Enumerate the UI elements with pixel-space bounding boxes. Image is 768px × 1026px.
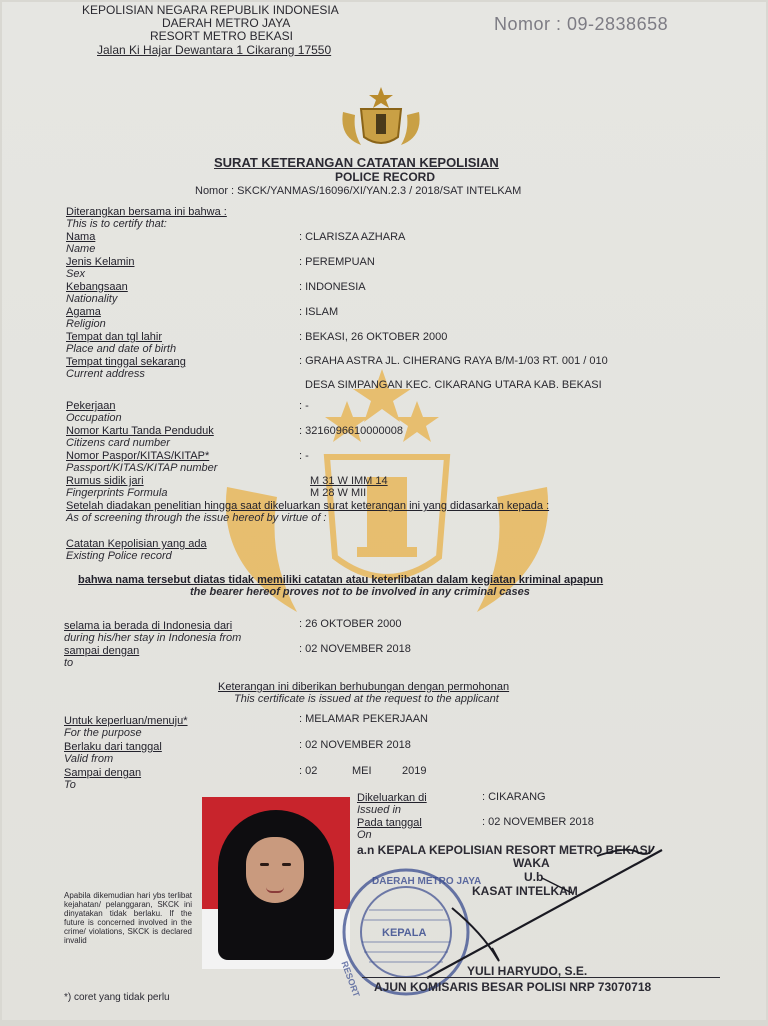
value-valid-to-day: : 02 bbox=[299, 765, 318, 777]
intro-en: This is to certify that: bbox=[66, 218, 167, 230]
value-sex: : PEREMPUAN bbox=[299, 256, 375, 268]
signatory-rank: AJUN KOMISARIS BESAR POLISI NRP 73070718 bbox=[374, 980, 652, 994]
label-id-card-en: Citizens card number bbox=[66, 437, 170, 449]
label-religion-en: Religion bbox=[66, 318, 106, 330]
label-valid-to: Sampai dengan bbox=[64, 767, 142, 779]
stay-to-id: sampai dengan bbox=[64, 645, 140, 657]
statement-en: the bearer hereof proves not to be involved in any criminal cases bbox=[190, 586, 530, 598]
value-birth: : BEKASI, 26 OKTOBER 2000 bbox=[299, 331, 448, 343]
label-issued-on-en: On bbox=[357, 829, 372, 841]
label-issued-in: Dikeluarkan di bbox=[357, 792, 427, 804]
stamp-text-top: DAERAH METRO JAYA bbox=[372, 876, 482, 887]
value-valid-from: : 02 NOVEMBER 2018 bbox=[299, 739, 411, 751]
document-subtitle: POLICE RECORD bbox=[335, 170, 436, 184]
label-nationality-en: Nationality bbox=[66, 293, 118, 305]
label-name: Nama bbox=[66, 231, 96, 243]
label-birth-en: Place and date of birth bbox=[66, 343, 177, 355]
signatory-line1: a.n KEPALA KEPOLISIAN RESORT METRO BEKASI bbox=[357, 843, 652, 857]
stay-to-value: : 02 NOVEMBER 2018 bbox=[299, 643, 411, 655]
header-region: DAERAH METRO JAYA bbox=[162, 16, 291, 30]
existing-record-id: Catatan Kepolisian yang ada bbox=[66, 538, 207, 550]
header-institution: KEPOLISIAN NEGARA REPUBLIK INDONESIA bbox=[82, 3, 339, 17]
label-name-en: Name bbox=[66, 243, 96, 255]
label-fingerprint: Rumus sidik jari bbox=[66, 475, 144, 487]
stay-from-value: : 26 OKTOBER 2000 bbox=[299, 618, 402, 630]
value-valid-to-month: MEI bbox=[352, 765, 372, 777]
value-occupation: : - bbox=[299, 400, 309, 412]
label-valid-from: Berlaku dari tanggal bbox=[64, 741, 162, 753]
label-valid-from-en: Valid from bbox=[64, 753, 114, 765]
value-address-line1: : GRAHA ASTRA JL. CIHERANG RAYA B/M-1/03 RT. 001 / 010 bbox=[299, 355, 608, 367]
label-passport-en: Passport/KITAS/KITAP number bbox=[66, 462, 218, 474]
stay-from-id: selama ia berada di Indonesia dari bbox=[64, 620, 233, 632]
value-name: : CLARISZA AZHARA bbox=[299, 231, 406, 243]
stay-to-en: to bbox=[64, 657, 74, 669]
label-birth: Tempat dan tgl lahir bbox=[66, 331, 162, 343]
label-occupation-en: Occupation bbox=[66, 412, 122, 424]
police-record-document bbox=[2, 2, 766, 1020]
label-sex-en: Sex bbox=[66, 268, 85, 280]
label-address: Tempat tinggal sekarang bbox=[66, 356, 186, 368]
validity-notice: Apabila dikemudian hari ybs terlibat kejahatan/ pelanggaran, SKCK ini dinyatakan tidak berlaku. If the future is concerned involved in the crime/ violations, SKCK is declared invalid bbox=[64, 891, 192, 945]
value-religion: : ISLAM bbox=[299, 306, 339, 318]
document-title: SURAT KETERANGAN CATATAN KEPOLISIAN bbox=[214, 155, 499, 170]
value-fingerprint-line1: M 31 W IMM 14 bbox=[310, 475, 388, 487]
existing-record-en: Existing Police record bbox=[66, 550, 172, 562]
value-nationality: : INDONESIA bbox=[299, 281, 366, 293]
label-issued-on: Pada tanggal bbox=[357, 817, 422, 829]
document-number: Nomor : 09-2838658 bbox=[494, 14, 669, 34]
label-nationality: Kebangsaan bbox=[66, 281, 128, 293]
label-fingerprint-en: Fingerprints Formula bbox=[66, 487, 168, 499]
value-purpose: : MELAMAR PEKERJAAN bbox=[299, 713, 428, 725]
signatory-name: YULI HARYUDO, S.E. bbox=[467, 964, 588, 978]
header-address: Jalan Ki Hajar Dewantara 1 Cikarang 17550 bbox=[97, 43, 332, 57]
applicant-photo bbox=[202, 797, 350, 969]
stay-from-en: during his/her stay in Indonesia from bbox=[64, 632, 242, 644]
label-religion: Agama bbox=[66, 306, 101, 318]
reference-number: Nomor : SKCK/YANMAS/16096/XI/YAN.2.3 / 2018/SAT INTELKAM bbox=[195, 185, 522, 197]
label-passport: Nomor Paspor/KITAS/KITAP* bbox=[66, 450, 210, 462]
signature-line bbox=[362, 977, 720, 978]
label-purpose: Untuk keperluan/menuju* bbox=[64, 715, 188, 727]
statement-id: bahwa nama tersebut diatas tidak memiliki catatan atau keterlibatan dalam kegiatan kriminal apapun bbox=[78, 574, 604, 586]
label-purpose-en: For the purpose bbox=[64, 727, 142, 739]
value-valid-to-year: 2019 bbox=[402, 765, 427, 777]
label-occupation: Pekerjaan bbox=[66, 400, 116, 412]
value-address-line2: DESA SIMPANGAN KEC. CIKARANG UTARA KAB. BEKASI bbox=[305, 379, 602, 391]
label-id-card: Nomor Kartu Tanda Penduduk bbox=[66, 425, 214, 437]
value-issued-in: : CIKARANG bbox=[482, 791, 546, 803]
value-passport: : - bbox=[299, 450, 309, 462]
stamp-text-bottom: RESORT bbox=[339, 959, 362, 999]
value-fingerprint-line2: M 28 W MII bbox=[310, 487, 367, 499]
label-valid-to-en: To bbox=[64, 779, 76, 791]
request-id: Keterangan ini diberikan berhubungan dengan permohonan bbox=[218, 681, 510, 693]
label-issued-in-en: Issued in bbox=[357, 804, 402, 816]
screening-en: As of screening through the issue hereof by virtue of : bbox=[66, 512, 327, 524]
signatory-line3: U.b bbox=[524, 870, 544, 884]
label-address-en: Current address bbox=[66, 368, 145, 380]
police-emblem-icon bbox=[339, 87, 423, 149]
header-resort: RESORT METRO BEKASI bbox=[150, 29, 293, 43]
footnote: *) coret yang tidak perlu bbox=[64, 992, 170, 1003]
request-en: This certificate is issued at the request to the applicant bbox=[234, 693, 499, 705]
label-sex: Jenis Kelamin bbox=[66, 256, 135, 268]
value-id-card: : 3216096610000008 bbox=[299, 425, 403, 437]
intro-id: Diterangkan bersama ini bahwa : bbox=[66, 206, 227, 218]
signatory-line2: WAKA bbox=[513, 856, 550, 870]
stamp-text-middle: KEPALA bbox=[382, 927, 427, 939]
value-issued-on: : 02 NOVEMBER 2018 bbox=[482, 816, 594, 828]
signatory-line4: KASAT INTELKAM bbox=[472, 884, 578, 898]
screening-id: Setelah diadakan penelitian hingga saat dikeluarkan surat keterangan ini yang didasarkan kepada : bbox=[66, 500, 550, 512]
